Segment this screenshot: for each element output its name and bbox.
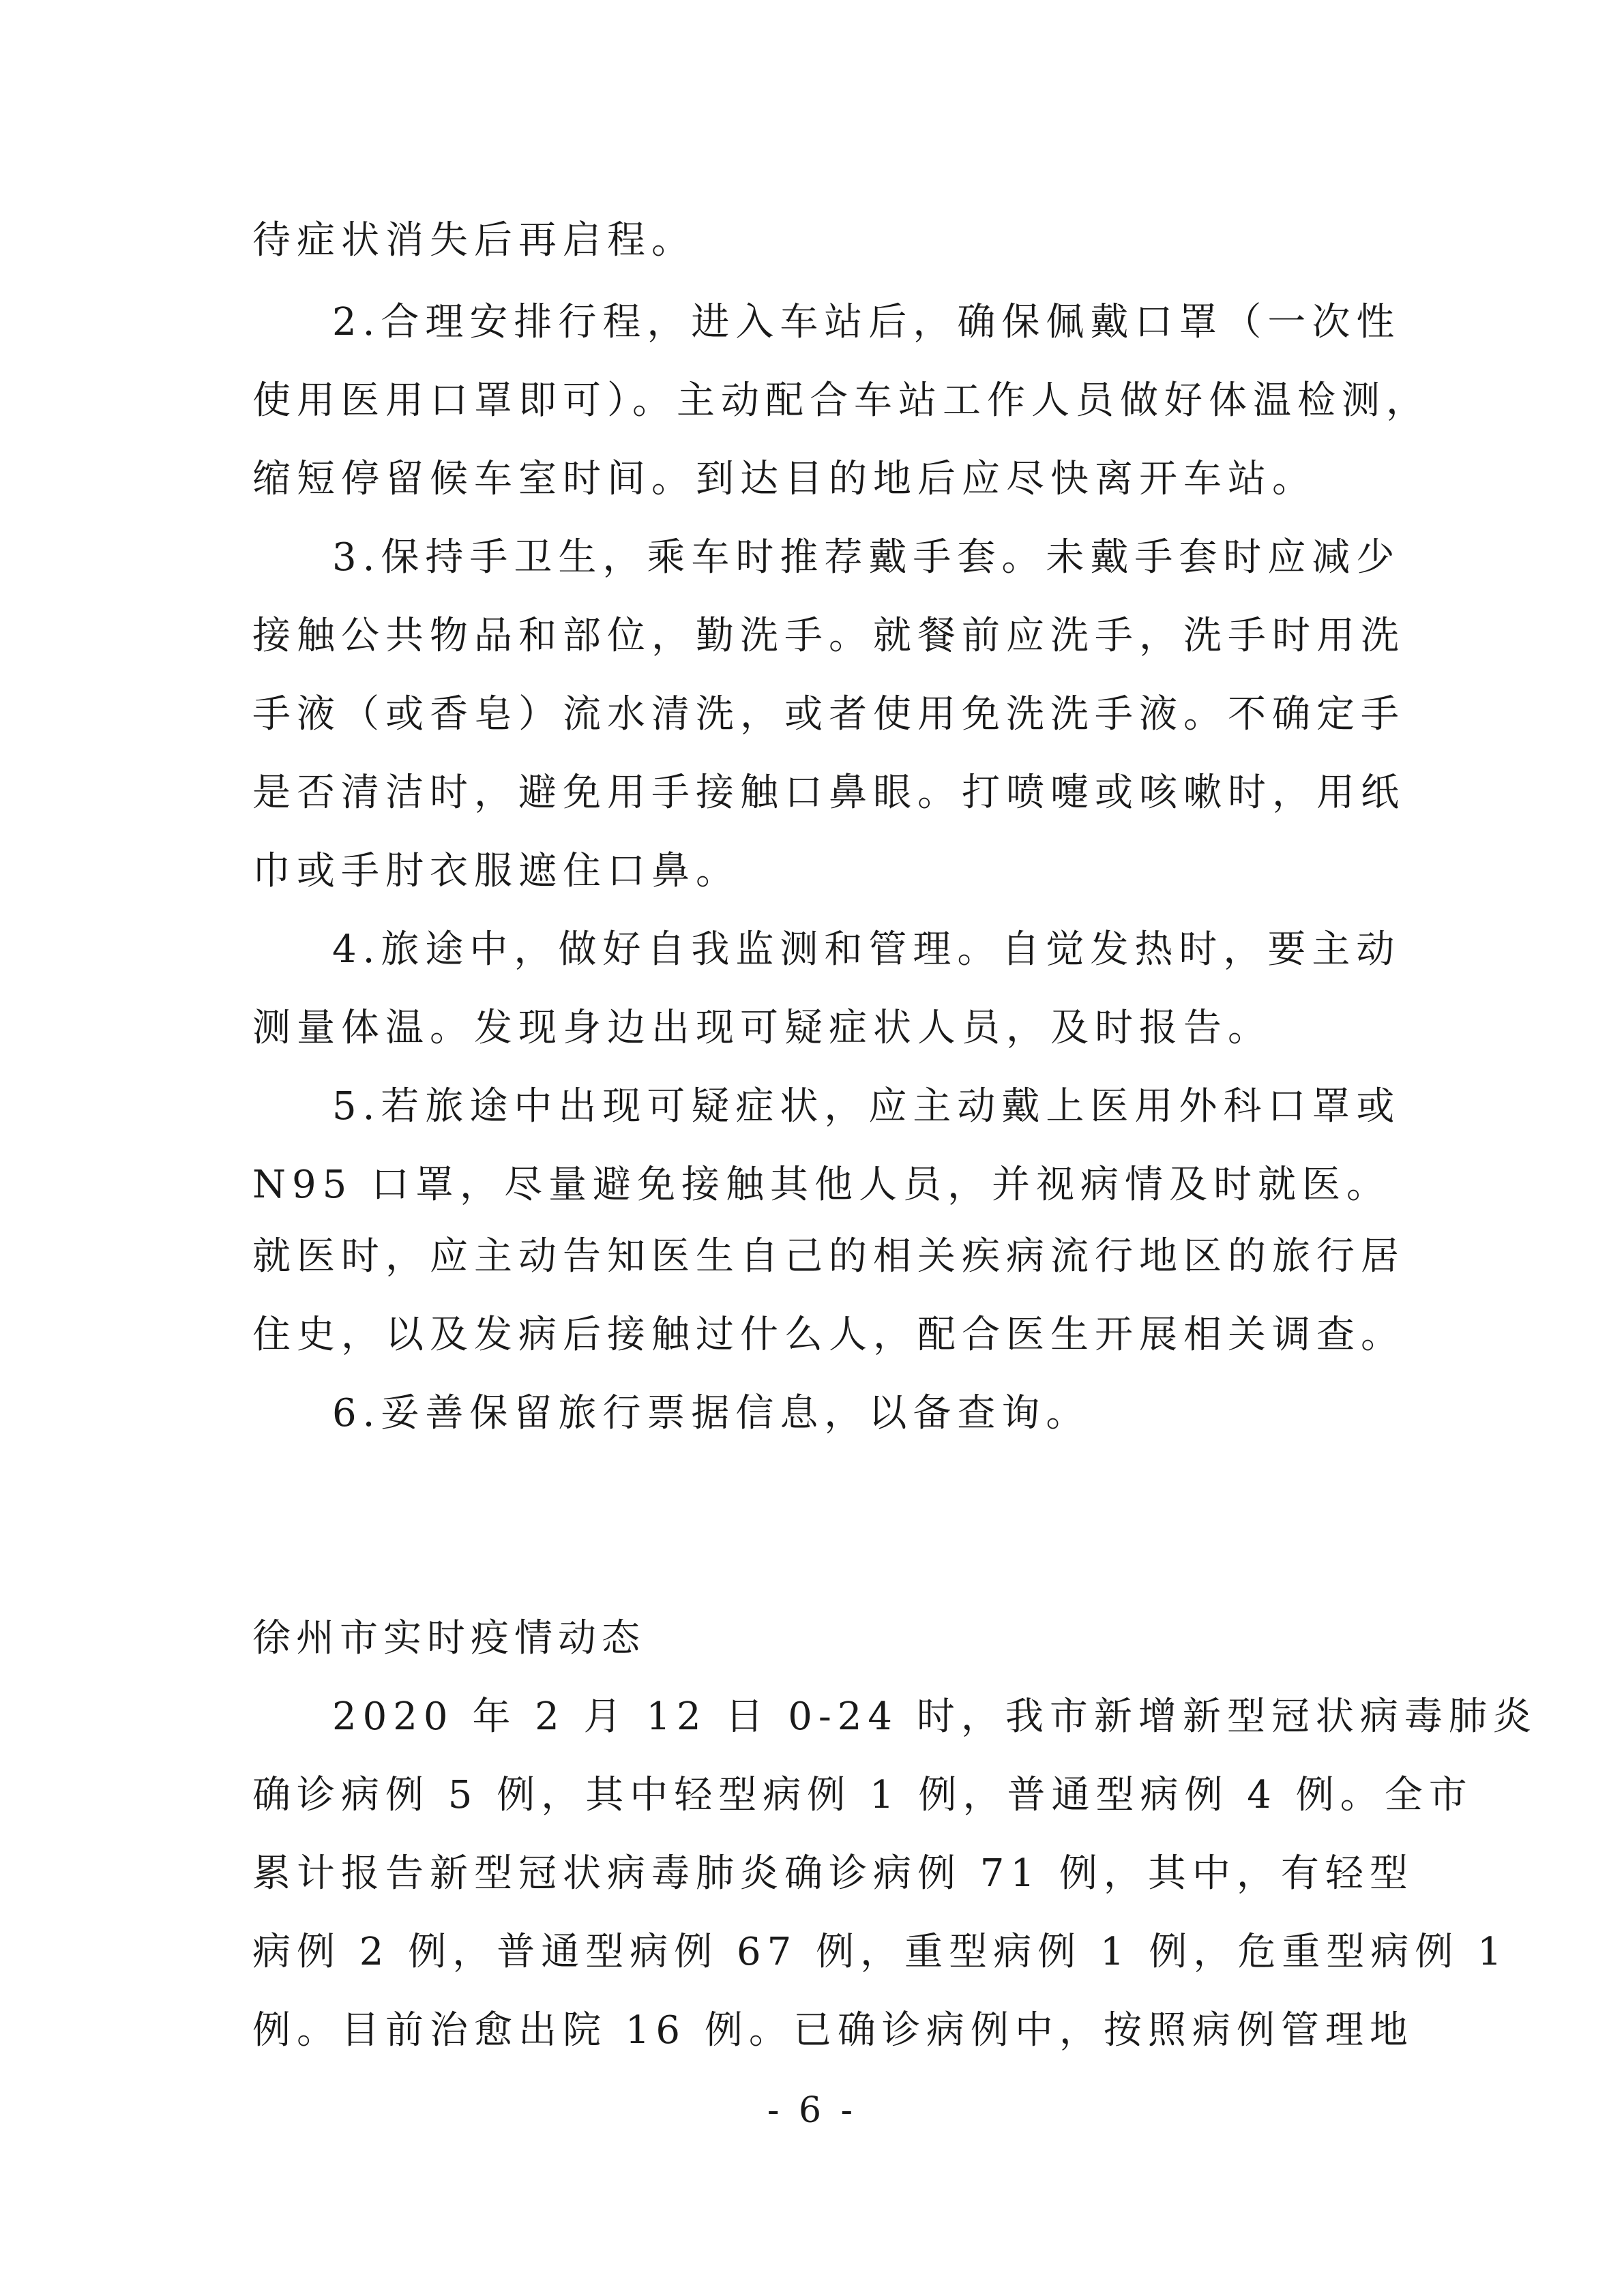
paragraph-line: 使用医用口罩即可）。主动配合车站工作人员做好体温检测， — [252, 378, 1430, 423]
paragraph-line: N95 口罩，尽量避免接触其他人员，并视病情及时就医。 — [252, 1163, 1391, 1207]
paragraph-line: 2020 年 2 月 12 日 0-24 时，我市新增新型冠状病毒肺炎 — [332, 1695, 1537, 1739]
paragraph-line: 巾或手肘衣服遮住口鼻。 — [252, 849, 740, 893]
paragraph-line: 确诊病例 5 例，其中轻型病例 1 例，普通型病例 4 例。全市 — [252, 1773, 1473, 1817]
paragraph-line: 病例 2 例，普通型病例 67 例，重型病例 1 例，危重型病例 1 — [252, 1930, 1508, 1974]
paragraph-line: 住史，以及发病后接触过什么人，配合医生开展相关调查。 — [252, 1313, 1405, 1357]
paragraph-line: 累计报告新型冠状病毒肺炎确诊病例 71 例，其中，有轻型 — [252, 1851, 1414, 1896]
paragraph-line: 接触公共物品和部位，勤洗手。就餐前应洗手，洗手时用洗 — [252, 614, 1405, 658]
paragraph-line: 2.合理安排行程，进入车站后，确保佩戴口罩（一次性 — [332, 300, 1401, 344]
paragraph-line: 待症状消失后再启程。 — [252, 218, 696, 263]
paragraph-line: 4.旅途中，做好自我监测和管理。自觉发热时，要主动 — [332, 927, 1401, 972]
paragraph-line: 例。目前治愈出院 16 例。已确诊病例中，按照病例管理地 — [252, 2008, 1414, 2053]
paragraph-line: 5.若旅途中出现可疑症状，应主动戴上医用外科口罩或 — [332, 1084, 1401, 1129]
section-title: 徐州市实时疫情动态 — [252, 1616, 645, 1660]
paragraph-line: 3.保持手卫生，乘车时推荐戴手套。未戴手套时应减少 — [332, 535, 1401, 580]
paragraph-line: 测量体温。发现身边出现可疑症状人员，及时报告。 — [252, 1006, 1272, 1050]
paragraph-line: 就医时，应主动告知医生自己的相关疾病流行地区的旅行居 — [252, 1234, 1405, 1279]
paragraph-line: 缩短停留候车室时间。到达目的地后应尽快离开车站。 — [252, 457, 1316, 501]
page-number: - 6 - — [767, 2090, 857, 2131]
paragraph-line: 是否清洁时，避免用手接触口鼻眼。打喷嚏或咳嗽时，用纸 — [252, 771, 1405, 815]
paragraph-line: 手液（或香皂）流水清洗，或者使用免洗洗手液。不确定手 — [252, 692, 1405, 736]
paragraph-line: 6.妥善保留旅行票据信息，以备查询。 — [332, 1391, 1091, 1435]
